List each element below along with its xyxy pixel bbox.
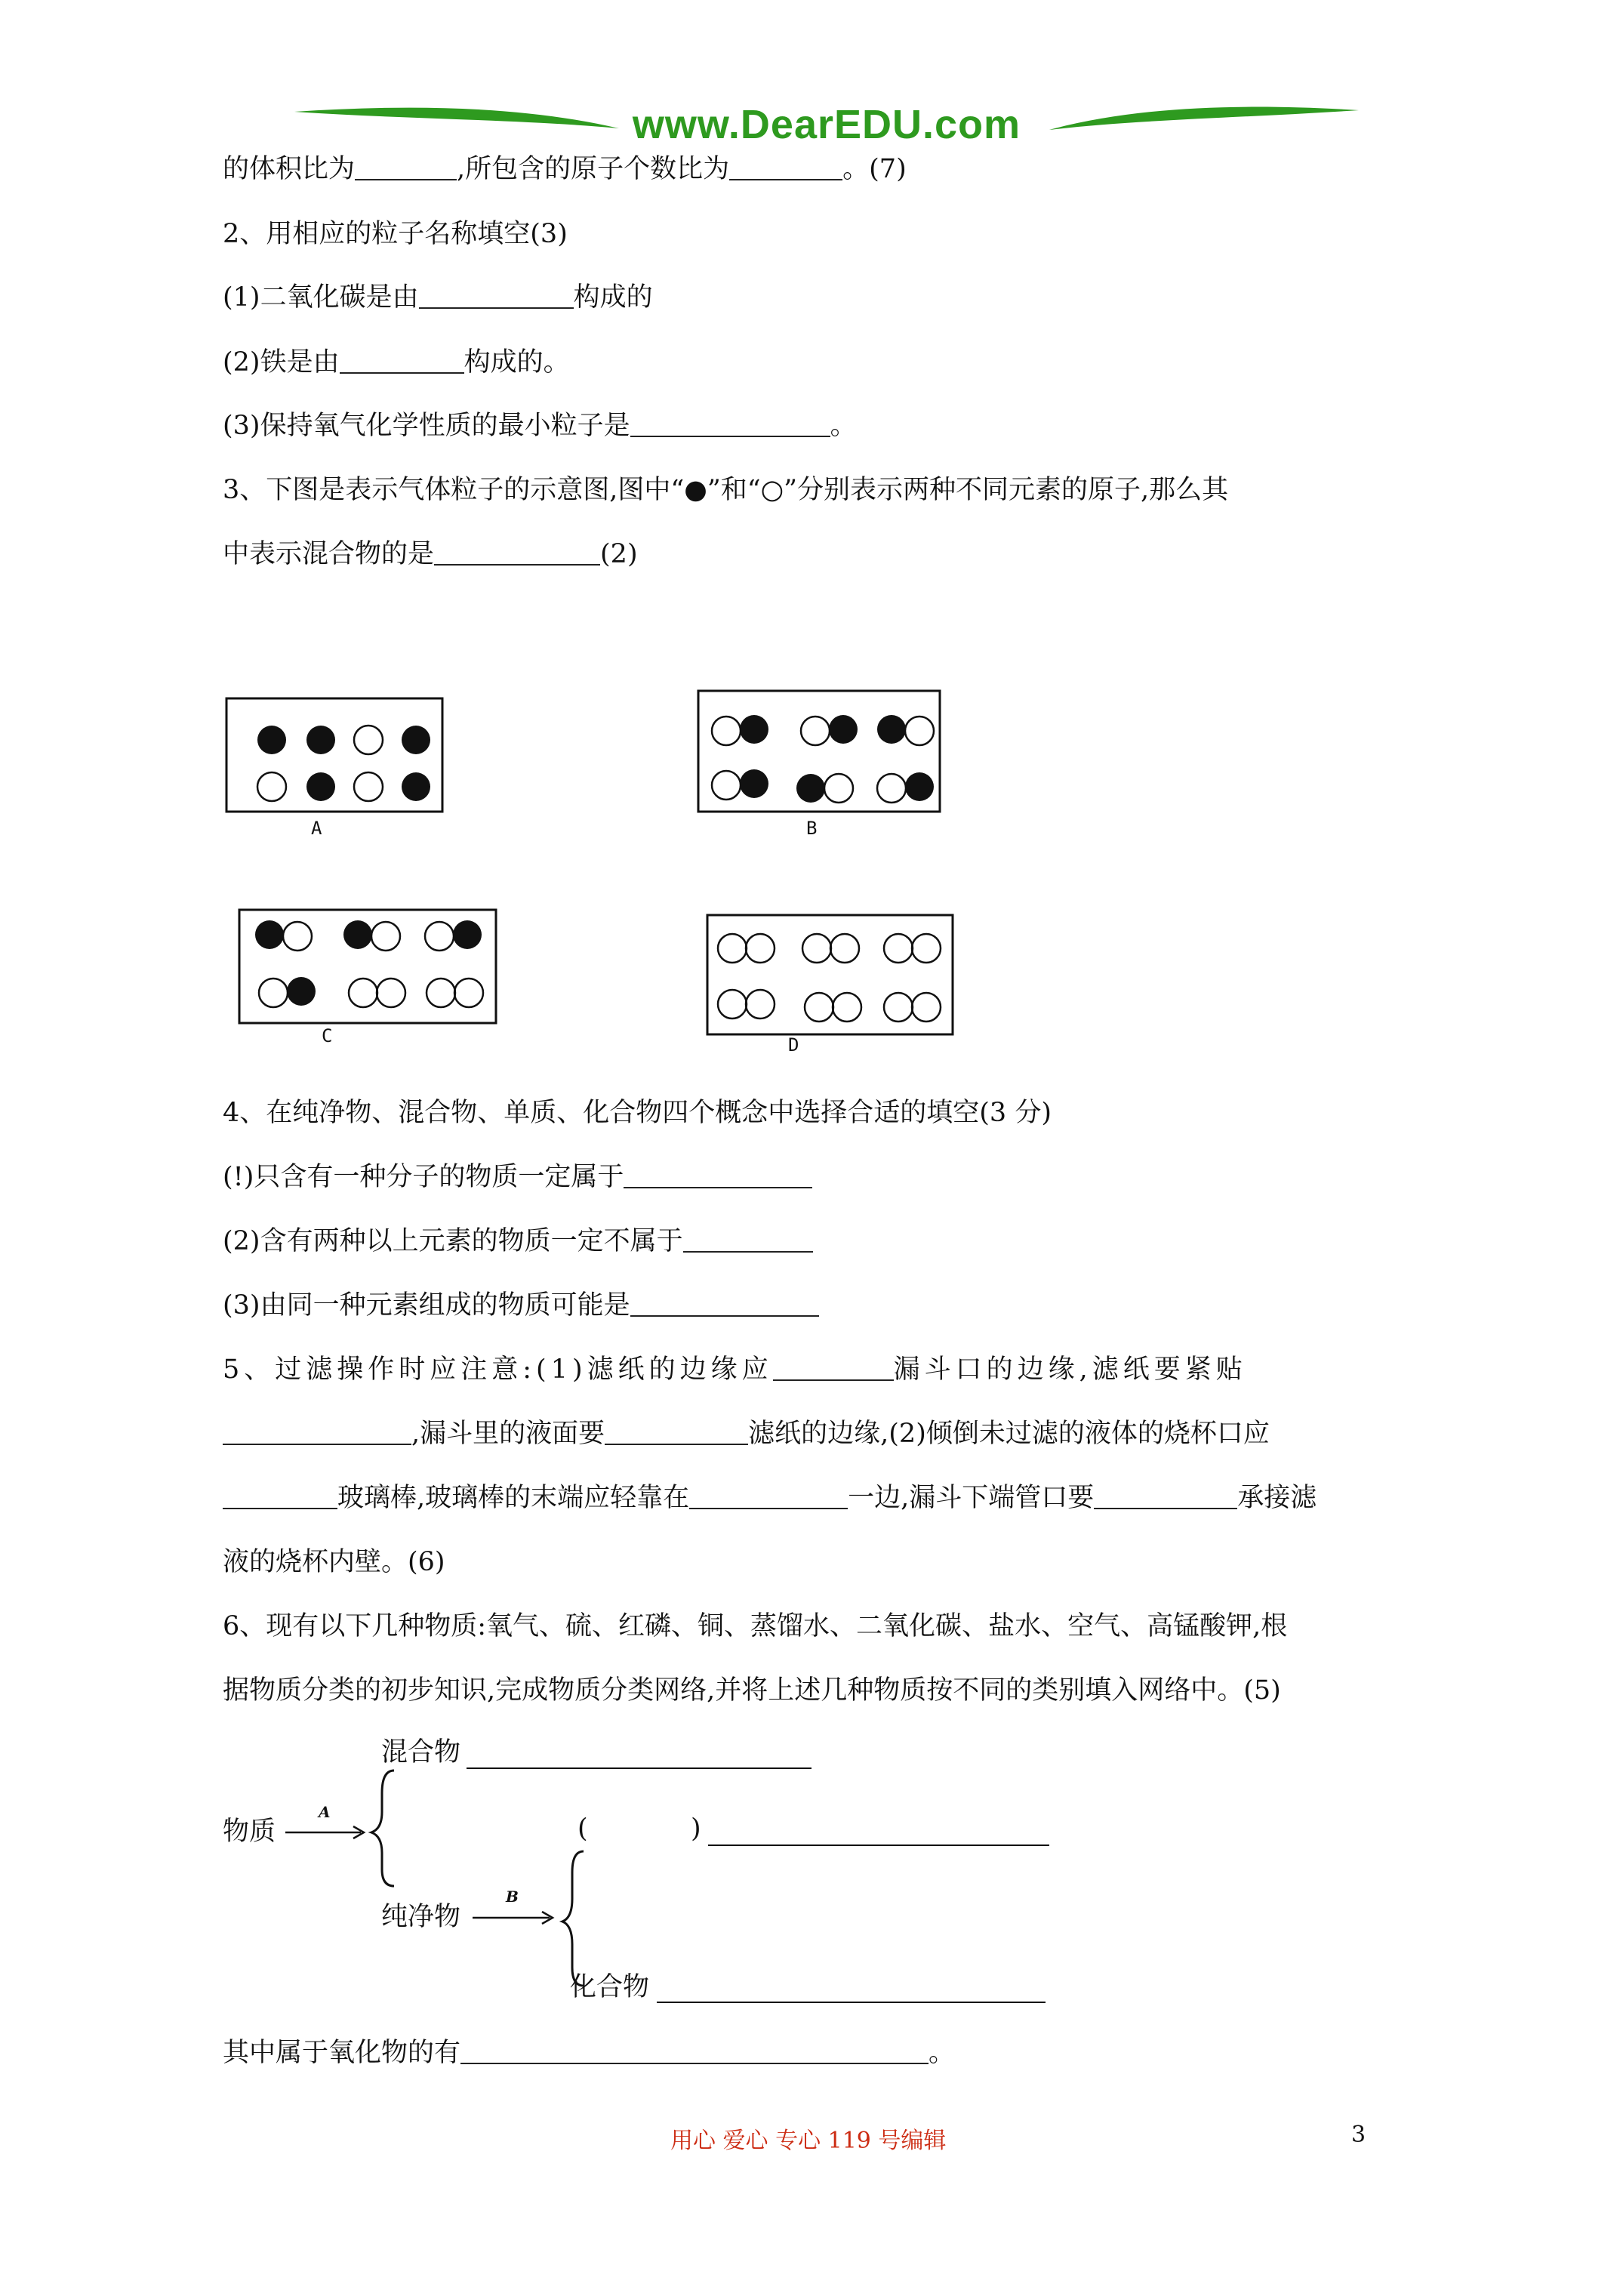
q6-oxide-tail: 。 <box>929 2038 956 2068</box>
tree-pure-label: 纯净物 <box>381 1902 461 1932</box>
q2-item-2-tail: 构成的。 <box>463 347 570 378</box>
q5-line-2-tail: 滤纸的边缘,(2)倾倒未过滤的液体的烧杯口应 <box>748 1419 1270 1449</box>
tree-paren-close: ) <box>691 1814 701 1844</box>
q2-item-3-tail: 。 <box>830 411 857 441</box>
q4-title: 4、在纯净物、混合物、单质、化合物四个概念中选择合适的填空(3 分) <box>223 1098 1052 1128</box>
tree-matter-label: 物质 <box>223 1817 276 1847</box>
q5-line-4: 液的烧杯内壁。(6) <box>223 1547 445 1577</box>
q3-score: (2) <box>600 539 638 569</box>
q2-title: 2、用相应的粒子名称填空(3) <box>223 219 568 249</box>
q4-item-3-text: (3)由同一种元素组成的物质可能是 <box>223 1290 630 1321</box>
footer-text: 用心 爱心 专心 119 号编辑 <box>670 2128 947 2154</box>
arrow-b-icon <box>473 1912 553 1924</box>
tree-paren-open: ( <box>577 1814 588 1844</box>
figure-c-label: C <box>322 1025 333 1046</box>
brace-main-icon <box>371 1771 394 1886</box>
q6-oxide-text: 其中属于氧化物的有 <box>223 2038 461 2068</box>
arrow-b-label: B <box>506 1888 519 1906</box>
q6-oxide-line <box>223 2036 955 2069</box>
site-logo-text[interactable]: www.DearEDU.com <box>632 102 1021 147</box>
brace-pure-icon <box>562 1851 584 1986</box>
figure-a-label: A <box>311 818 322 839</box>
figure-b-label: B <box>806 818 818 839</box>
tree-mixture-label: 混合物 <box>381 1737 461 1767</box>
q1-text-b: ,所包含的原子个数比为 <box>457 154 730 184</box>
arrow-a-label: A <box>319 1803 331 1821</box>
q3-line-1: 3、下图是表示气体粒子的示意图,图中“●”和“○”分别表示两种不同元素的原子,那么其 <box>223 475 1229 505</box>
tree-compound-label: 化合物 <box>570 1972 650 2002</box>
q6-line-2: 据物质分类的初步知识,完成物质分类网络,并将上述几种物质按不同的类别填入网络中。(5) <box>223 1675 1281 1706</box>
q2-item-2-text: (2)铁是由 <box>223 347 340 378</box>
q5-line-2-text: ,漏斗里的液面要 <box>411 1419 605 1449</box>
q5-line-1-tail: 漏斗口的边缘,滤纸要紧贴 <box>893 1354 1247 1385</box>
q3-text: 中表示混合物的是 <box>223 539 435 569</box>
figure-d-label: D <box>788 1034 799 1056</box>
q1-text-c: 。(7) <box>842 154 907 184</box>
arrow-a-icon <box>285 1826 364 1838</box>
q1-text-a: 的体积比为 <box>223 154 356 184</box>
q6-line-1: 6、现有以下几种物质:氧气、硫、红磷、铜、蒸馏水、二氧化碳、盐水、空气、高锰酸钾,根 <box>223 1611 1288 1641</box>
q4-item-2-text: (2)含有两种以上元素的物质一定不属于 <box>223 1226 683 1256</box>
q4-item-1-text: (!)只含有一种分子的物质一定属于 <box>223 1162 624 1192</box>
q5-line-3-text: 玻璃棒,玻璃棒的末端应轻靠在 <box>337 1483 690 1513</box>
page-number: 3 <box>1351 2122 1366 2148</box>
q5-line-3-tail: 承接滤 <box>1237 1483 1317 1513</box>
q5-line-1-text: 5、过滤操作时应注意:(1)滤纸的边缘应 <box>223 1354 773 1385</box>
q2-item-1-text: (1)二氧化碳是由 <box>223 282 419 313</box>
q5-line-3-mid: 一边,漏斗下端管口要 <box>848 1483 1095 1513</box>
q6-oxide-blank[interactable] <box>460 2037 929 2064</box>
q2-item-3-text: (3)保持氧气化学性质的最小粒子是 <box>223 411 630 441</box>
q2-item-1-tail: 构成的 <box>573 282 653 313</box>
